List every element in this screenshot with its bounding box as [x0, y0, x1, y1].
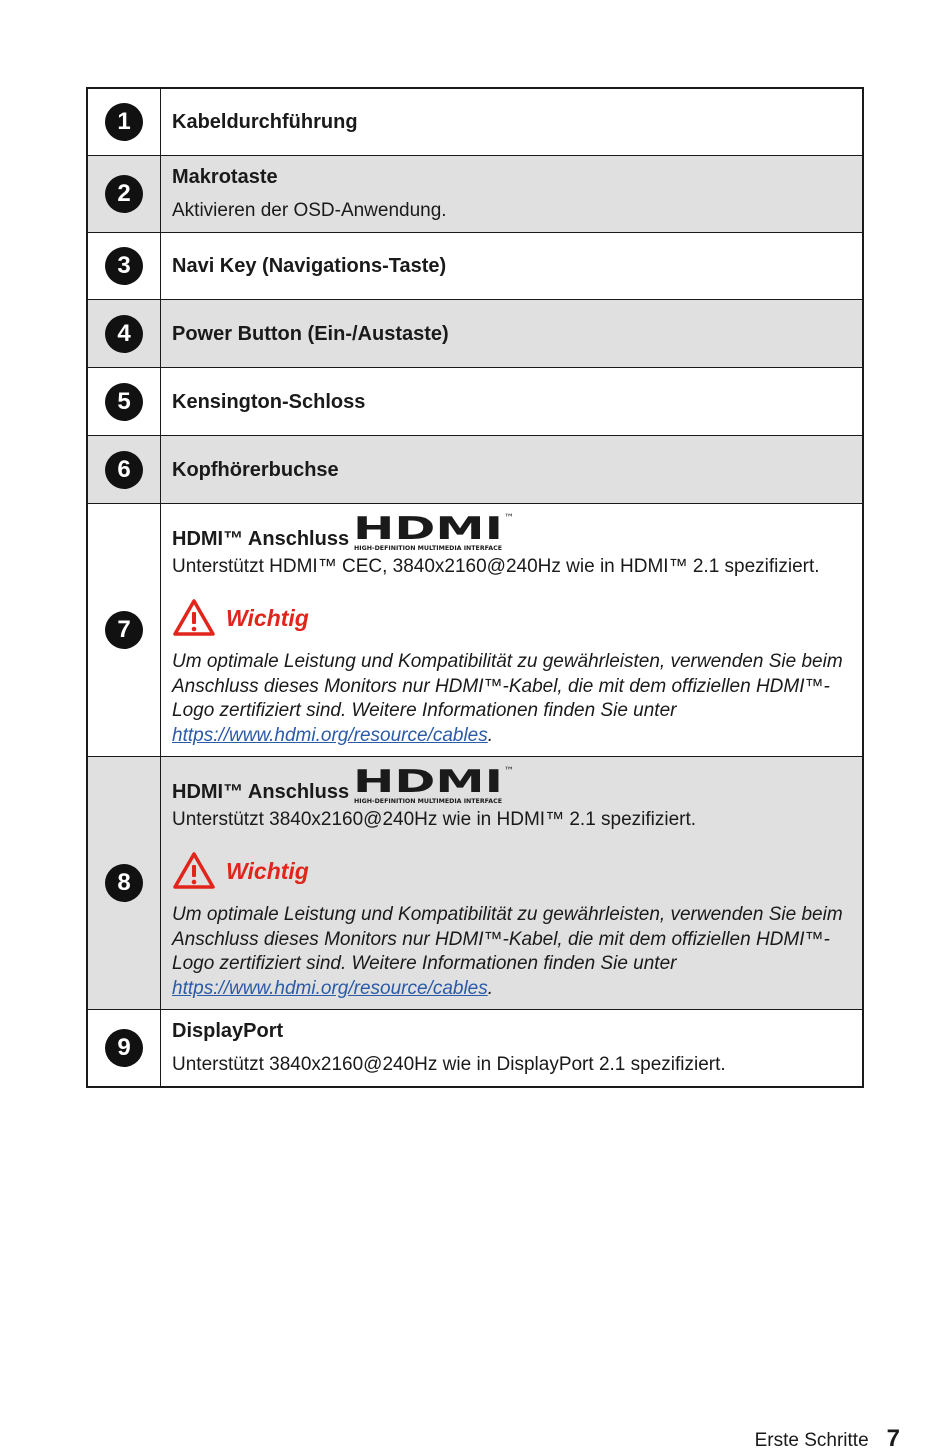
svg-text:™: ™ [504, 513, 515, 524]
row-title: Kopfhörerbuchse [172, 458, 339, 481]
cables-link[interactable]: https://www.hdmi.org/resource/cables [172, 977, 488, 999]
table-row [87, 368, 863, 436]
cables-link[interactable]: https://www.hdmi.org/resource/cables [172, 724, 488, 746]
ports-table [86, 87, 864, 1088]
row-title: Makrotaste [172, 166, 278, 188]
number-badge: 5 [105, 383, 143, 421]
table-row [87, 504, 863, 757]
hdmi-logo [353, 765, 519, 805]
table-row [87, 156, 863, 233]
svg-text:HIGH-DEFINITION MULTIMEDIA INT: HIGH-DEFINITION MULTIMEDIA INTERFACE [354, 798, 503, 805]
page-footer [755, 1425, 900, 1453]
svg-text:HDMI: HDMI [353, 765, 504, 800]
row-title: Kabeldurchführung [172, 111, 358, 133]
number-badge: 9 [105, 1029, 143, 1067]
page-number: 7 [886, 1425, 900, 1452]
table-row [87, 233, 863, 300]
footer-section-label: Erste Schritte [754, 1430, 869, 1451]
table-row [87, 1010, 863, 1088]
svg-text:™: ™ [504, 766, 515, 777]
number-badge: 2 [105, 175, 143, 213]
svg-text:HIGH-DEFINITION MULTIMEDIA INT: HIGH-DEFINITION MULTIMEDIA INTERFACE [354, 545, 503, 552]
table-row [87, 757, 863, 1010]
svg-text:HDMI: HDMI [353, 512, 504, 547]
row-title: HDMI™ Anschluss [172, 781, 350, 803]
table-row [87, 436, 863, 504]
row-title: Power Button (Ein-/Austaste) [172, 322, 449, 345]
row-text: Unterstützt 3840x2160@240Hz wie in HDMI™ 2.1 spezifiziert. [172, 809, 697, 830]
number-badge: 6 [105, 451, 143, 489]
warning-note: Um optimale Leistung und Kompatibilität zu gewährleisten, verwenden Sie beim Anschluss dieses Monitors nur HDMI™-Kabel, die mit dem offiziellen HDMI™-Logo zertifiziert sind. Weitere Informationen finden Sie unter https://www.hdmi.org/resource/cables. [172, 651, 843, 746]
warning-icon [172, 598, 216, 638]
row-text: Unterstützt 3840x2160@240Hz wie in DisplayPort 2.1 spezifiziert. [172, 1054, 726, 1075]
warning-icon [172, 851, 216, 891]
number-badge: 1 [105, 103, 143, 141]
table-row [87, 300, 863, 368]
row-title: Kensington-Schloss [172, 390, 366, 413]
table-row [87, 88, 863, 156]
number-badge: 4 [105, 315, 143, 353]
number-badge: 7 [105, 611, 143, 649]
row-title: DisplayPort [172, 1020, 284, 1042]
row-text: Unterstützt HDMI™ CEC, 3840x2160@240Hz wie in HDMI™ 2.1 spezifiziert. [172, 556, 820, 577]
hdmi-logo [353, 512, 519, 552]
row-text: Aktivieren der OSD-Anwendung. [172, 200, 447, 221]
number-badge: 8 [105, 864, 143, 902]
row-title: HDMI™ Anschluss [172, 528, 350, 550]
warning-label: Wichtig [226, 857, 309, 884]
number-badge: 3 [105, 247, 143, 285]
warning-note: Um optimale Leistung und Kompatibilität zu gewährleisten, verwenden Sie beim Anschluss dieses Monitors nur HDMI™-Kabel, die mit dem offiziellen HDMI™-Logo zertifiziert sind. Weitere Informationen finden Sie unter https://www.hdmi.org/resource/cables. [172, 904, 843, 999]
row-title: Navi Key (Navigations-Taste) [172, 255, 447, 277]
warning-label: Wichtig [226, 604, 309, 631]
